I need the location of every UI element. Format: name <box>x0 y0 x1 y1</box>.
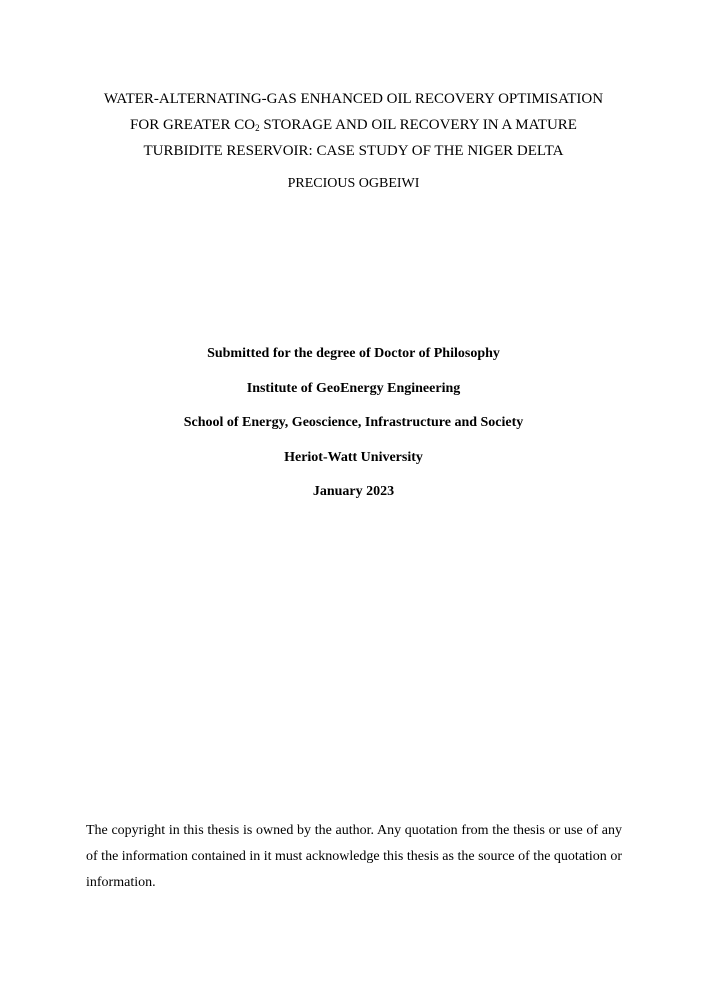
title-line-2-suffix: STORAGE AND OIL RECOVERY IN A MATURE <box>259 117 577 133</box>
copyright-notice: The copyright in this thesis is owned by the author. Any quotation from the thesis or use of any of the information contained in it must acknowledge this thesis as the source of the quotation or information. <box>86 823 622 890</box>
co2-subscript: 2 <box>255 123 260 133</box>
school-name: School of Energy, Geoscience, Infrastructure and Society <box>183 415 524 430</box>
submission-date: January 2023 <box>312 484 395 499</box>
title-line-2-prefix: FOR GREATER CO <box>130 117 256 133</box>
author-name: PRECIOUS OGBEIWI <box>287 176 420 191</box>
institute-name: Institute of GeoEnergy Engineering <box>246 380 461 396</box>
degree-statement: Submitted for the degree of Doctor of Philosophy <box>207 346 500 361</box>
thesis-title <box>60 86 647 164</box>
title-line-2 <box>60 112 647 138</box>
title-line-3: TURBIDITE RESERVOIR: CASE STUDY OF THE NIGER DELTA <box>143 143 564 159</box>
title-line-1: WATER-ALTERNATING-GAS ENHANCED OIL RECOVERY OPTIMISATION <box>103 91 604 107</box>
submission-details <box>60 344 647 517</box>
university-name: Heriot-Watt University <box>284 449 423 465</box>
